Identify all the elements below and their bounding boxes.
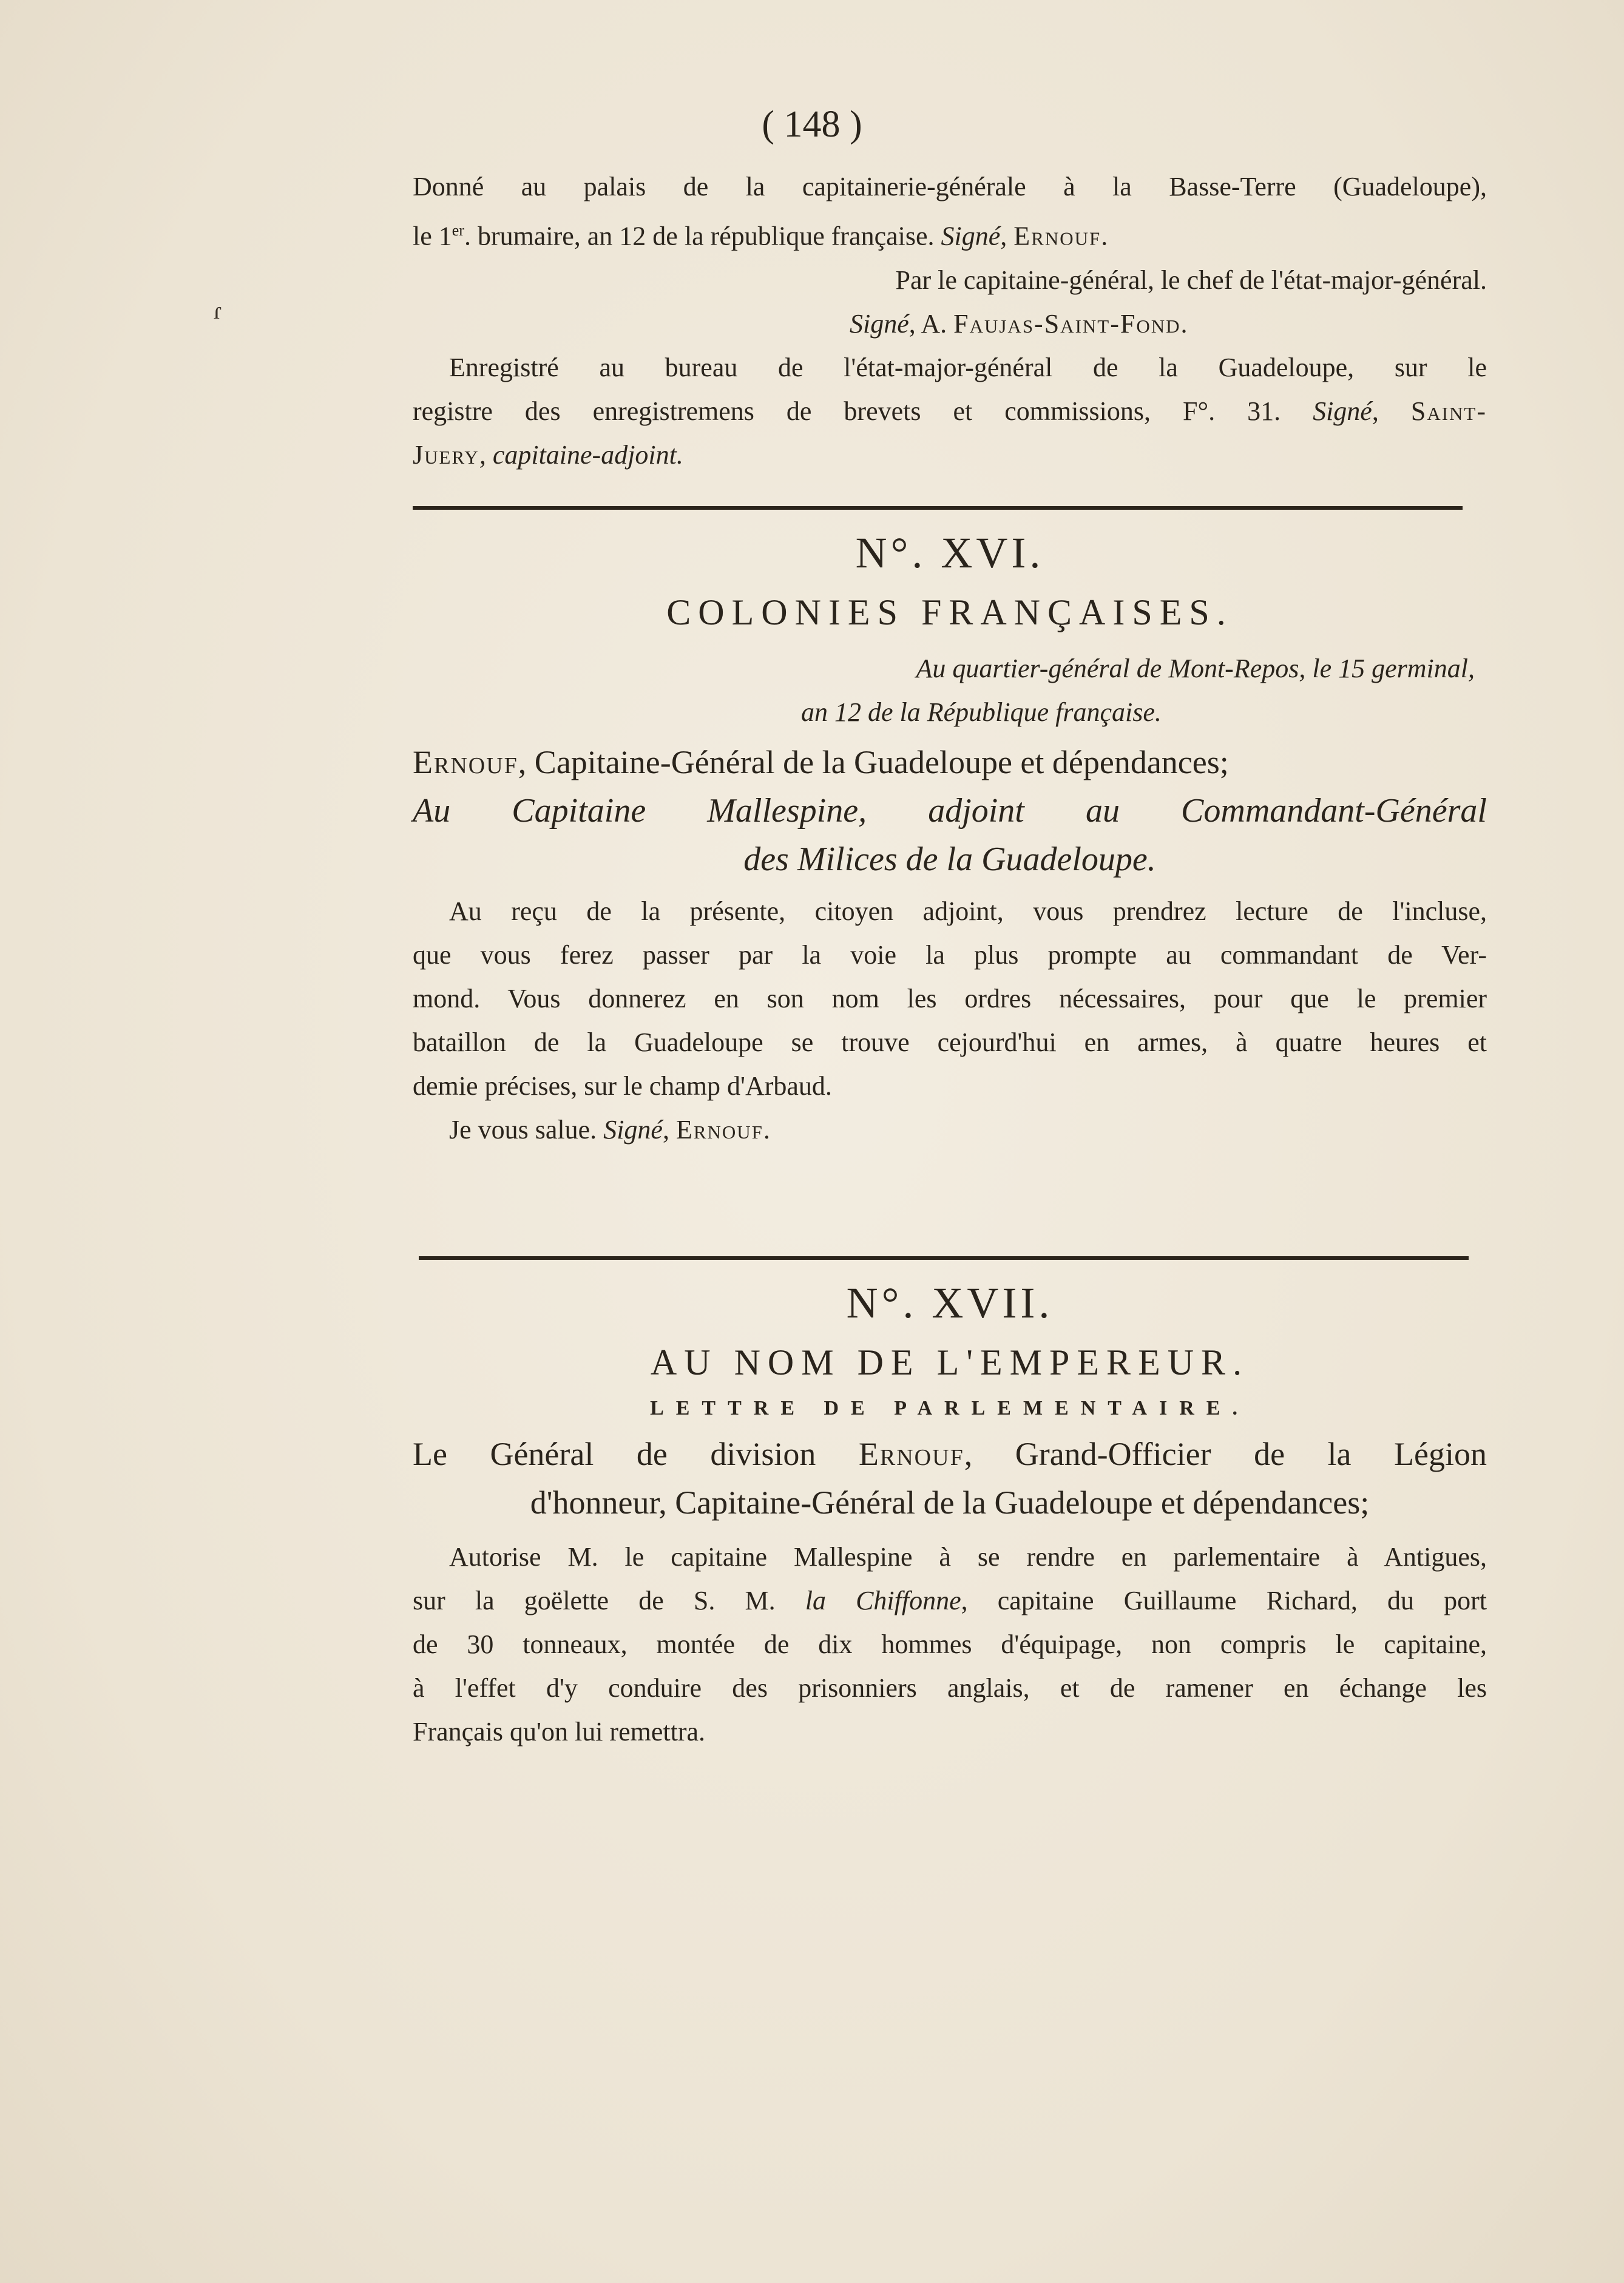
section-17-general-2: d'honneur, Capitaine-Général de la Guadeloupe et dépendances;	[530, 1484, 1370, 1521]
section-16-heading: COLONIES FRANÇAISES.	[666, 592, 1233, 632]
page-number: ( 148 )	[762, 104, 862, 145]
top-line-4: Signé, A. Faujas-Saint-Fond.	[850, 308, 1189, 339]
section-16	[413, 528, 1487, 1152]
section-divider-1	[413, 506, 1463, 510]
section-16-place-2: an 12 de la République française.	[801, 697, 1162, 727]
section-16-closing: Je vous salue. Signé, Ernouf.	[449, 1115, 771, 1145]
section-17	[413, 1278, 1487, 1754]
section-16-line-2: que vous ferez passer par la voie la plus prompte au commandant de Ver-	[413, 940, 1487, 970]
section-16-body	[413, 890, 1487, 1152]
section-17-line-5: Français qu'on lui remettra.	[413, 1717, 706, 1747]
top-block	[413, 165, 1487, 477]
section-16-number: N°. XVI.	[855, 529, 1044, 577]
section-17-line-3: de 30 tonneaux, montée de dix hommes d'équipage, non compris le capitaine,	[413, 1629, 1487, 1659]
section-16-line-4: bataillon de la Guadeloupe se trouve cejourd'hui en armes, à quatre heures et	[413, 1027, 1487, 1057]
section-17-general-1: Le Général de division Ernouf, Grand-Officier de la Légion	[413, 1436, 1487, 1472]
section-17-heading: AU NOM DE L'EMPEREUR.	[650, 1342, 1250, 1382]
section-16-line-1: Au reçu de la présente, citoyen adjoint, vous prendrez lecture de l'incluse,	[449, 896, 1487, 926]
top-line-2: le 1er. brumaire, an 12 de la république française. Signé, Ernouf.	[413, 221, 1109, 251]
ink-mark: ɾ	[214, 297, 222, 324]
section-17-line-2: sur la goëlette de S. M. la Chiffonne, capitaine Guillaume Richard, du port	[413, 1586, 1487, 1615]
top-line-3: Par le capitaine-général, le chef de l'état-major-général.	[895, 265, 1487, 295]
section-17-number: N°. XVII.	[846, 1279, 1054, 1327]
section-16-from: Ernouf, Capitaine-Général de la Guadeloupe et dépendances;	[413, 744, 1229, 780]
top-line-1: Donné au palais de la capitainerie-générale à la Basse-Terre (Guadeloupe),	[413, 172, 1487, 201]
section-17-subheading: LETTRE DE PARLEMENTAIRE.	[650, 1397, 1250, 1419]
section-17-line-4: à l'effet d'y conduire des prisonniers anglais, et de ramener en échange les	[413, 1673, 1487, 1703]
section-16-line-3: mond. Vous donnerez en son nom les ordres nécessaires, pour que le premier	[413, 984, 1487, 1013]
section-17-line-1: Autorise M. le capitaine Mallespine à se rendre en parlementaire à Antigues,	[449, 1542, 1487, 1572]
top-line-6: registre des enregistremens de brevets et commissions, F°. 31. Signé, Saint-	[413, 396, 1487, 426]
section-16-to-1: Au Capitaine Mallespine, adjoint au Commandant-Général	[413, 792, 1487, 830]
section-16-line-5: demie précises, sur le champ d'Arbaud.	[413, 1071, 832, 1101]
top-line-5: Enregistré au bureau de l'état-major-général de la Guadeloupe, sur le	[449, 352, 1487, 382]
section-16-to-2: des Milices de la Guadeloupe.	[743, 840, 1156, 878]
section-16-place-1: Au quartier-général de Mont-Repos, le 15 germinal,	[916, 654, 1475, 683]
section-17-body	[413, 1535, 1487, 1754]
top-line-7: Juery, capitaine-adjoint.	[413, 439, 683, 470]
section-divider-2	[419, 1256, 1469, 1260]
